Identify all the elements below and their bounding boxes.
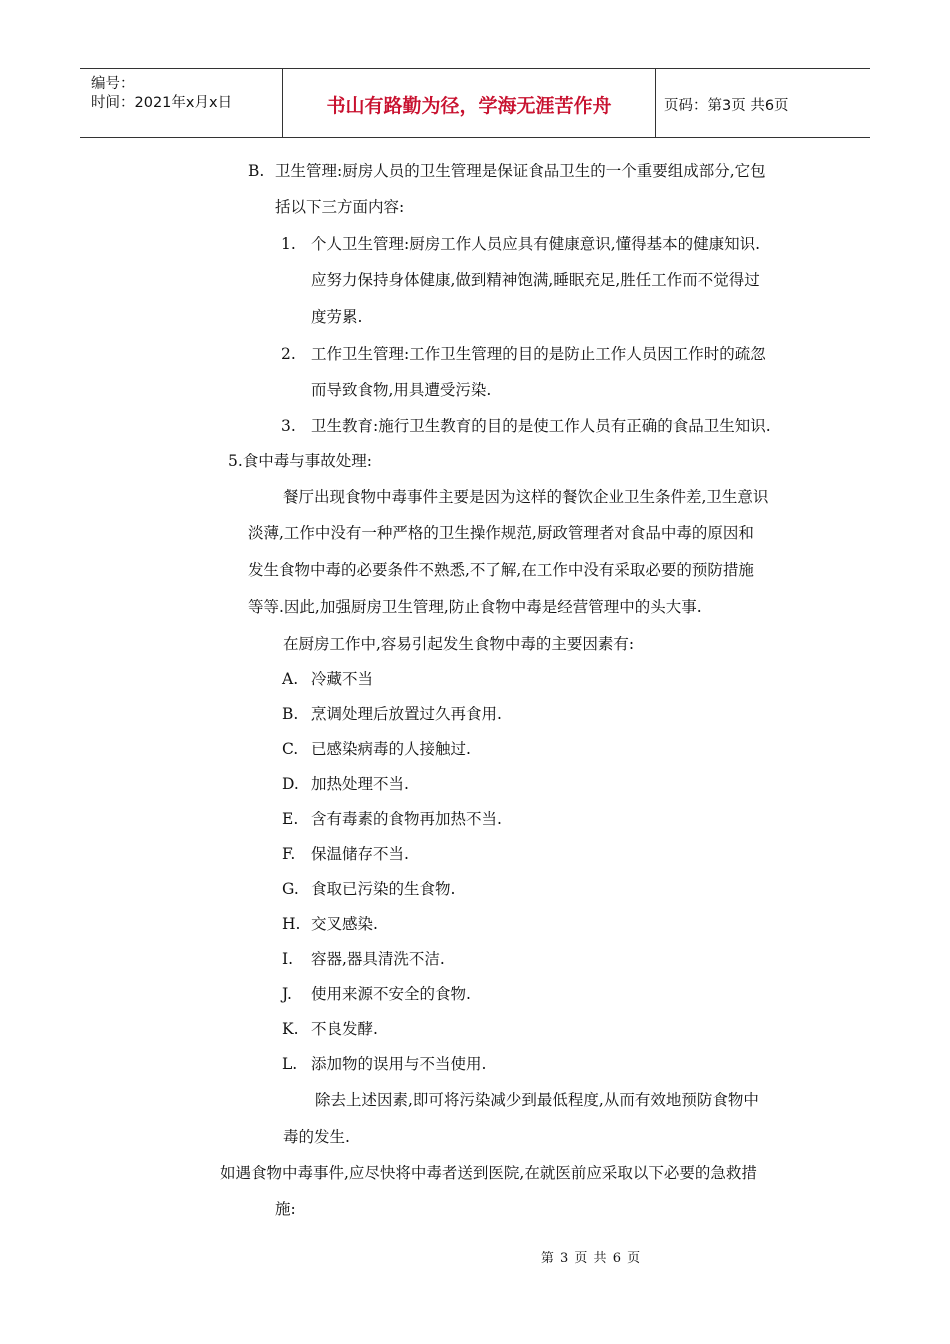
factor-item: 含有毒素的食物再加热不当.	[311, 810, 502, 828]
emergency-line: 施:	[275, 1200, 296, 1218]
conclusion-line: 毒的发生.	[283, 1128, 350, 1146]
factor-item: 交叉感染.	[311, 915, 378, 933]
header-motto	[282, 69, 656, 137]
list-item-marker: 3.	[281, 417, 296, 435]
factor-item: 已感染病毒的人接触过.	[311, 740, 471, 758]
paragraph-line: 等等.因此,加强厨房卫生管理,防止食物中毒是经营管理中的头大事.	[248, 598, 702, 616]
factor-item: 不良发酵.	[311, 1020, 378, 1038]
factor-item: 使用来源不安全的食物.	[311, 985, 471, 1003]
page-header	[80, 68, 870, 138]
section-b-marker: B.	[248, 162, 265, 180]
emergency-line: 如遇食物中毒事件,应尽快将中毒者送到医院,在就医前应采取以下必要的急救措	[220, 1164, 757, 1182]
factor-marker: B.	[282, 705, 299, 723]
factor-item: 添加物的误用与不当使用.	[311, 1055, 487, 1073]
factors-intro: 在厨房工作中,容易引起发生食物中毒的主要因素有:	[283, 635, 635, 653]
list-item-marker: 2.	[281, 345, 296, 363]
section-b-line: 卫生管理:厨房人员的卫生管理是保证食品卫生的一个重要组成部分,它包	[275, 162, 766, 180]
footer-page-number: 第 3 页 共 6 页	[540, 1251, 642, 1266]
factor-marker: L.	[282, 1055, 298, 1073]
paragraph-line: 淡薄,工作中没有一种严格的卫生操作规范,厨政管理者对食品中毒的原因和	[248, 524, 754, 542]
paragraph-line: 餐厅出现食物中毒事件主要是因为这样的餐饮企业卫生条件差,卫生意识	[283, 488, 769, 506]
factor-marker: C.	[282, 740, 299, 758]
page-footer	[0, 1247, 950, 1266]
document-number-label: 编号：	[91, 76, 135, 92]
section-5-heading: 5.食中毒与事故处理:	[228, 452, 373, 470]
header-meta	[80, 69, 282, 137]
factor-item: 保温储存不当.	[311, 845, 409, 863]
motto-text: 书山有路勤为径，学海无涯苦作舟	[326, 95, 612, 117]
list-item-line: 应努力保持身体健康,做到精神饱满,睡眠充足,胜任工作而不觉得过	[311, 271, 760, 289]
header-page-info	[655, 69, 870, 137]
list-item-line: 卫生教育:施行卫生教育的目的是使工作人员有正确的食品卫生知识.	[311, 417, 771, 435]
factor-marker: E.	[282, 810, 299, 828]
page-info-text: 页码：第3页 共6页	[664, 98, 789, 114]
paragraph-line: 发生食物中毒的必要条件不熟悉,不了解,在工作中没有采取必要的预防措施	[248, 561, 754, 579]
factor-item: 容器,器具清洗不洁.	[311, 950, 445, 968]
factor-marker: J.	[282, 985, 292, 1003]
factor-item: 烹调处理后放置过久再食用.	[311, 705, 502, 723]
factor-marker: H.	[282, 915, 301, 933]
section-b-line: 括以下三方面内容:	[275, 198, 405, 216]
list-item-line: 而导致食物,用具遭受污染.	[311, 381, 492, 399]
document-date: 时间：2021年x月x日	[91, 95, 233, 111]
list-item-line: 工作卫生管理:工作卫生管理的目的是防止工作人员因工作时的疏忽	[311, 345, 766, 363]
factor-marker: A.	[282, 670, 299, 688]
list-item-line: 度劳累.	[311, 308, 363, 326]
factor-item: 食取已污染的生食物.	[311, 880, 456, 898]
factor-marker: K.	[282, 1020, 299, 1038]
factor-item: 冷藏不当	[311, 670, 374, 688]
conclusion-line: 除去上述因素,即可将污染减少到最低程度,从而有效地预防食物中	[315, 1091, 759, 1109]
factor-marker: I.	[282, 950, 294, 968]
factor-marker: F.	[282, 845, 296, 863]
factor-marker: G.	[282, 880, 299, 898]
list-item-line: 个人卫生管理:厨房工作人员应具有健康意识,懂得基本的健康知识.	[311, 235, 761, 253]
list-item-marker: 1.	[281, 235, 296, 253]
factor-marker: D.	[282, 775, 299, 793]
factor-item: 加热处理不当.	[311, 775, 409, 793]
